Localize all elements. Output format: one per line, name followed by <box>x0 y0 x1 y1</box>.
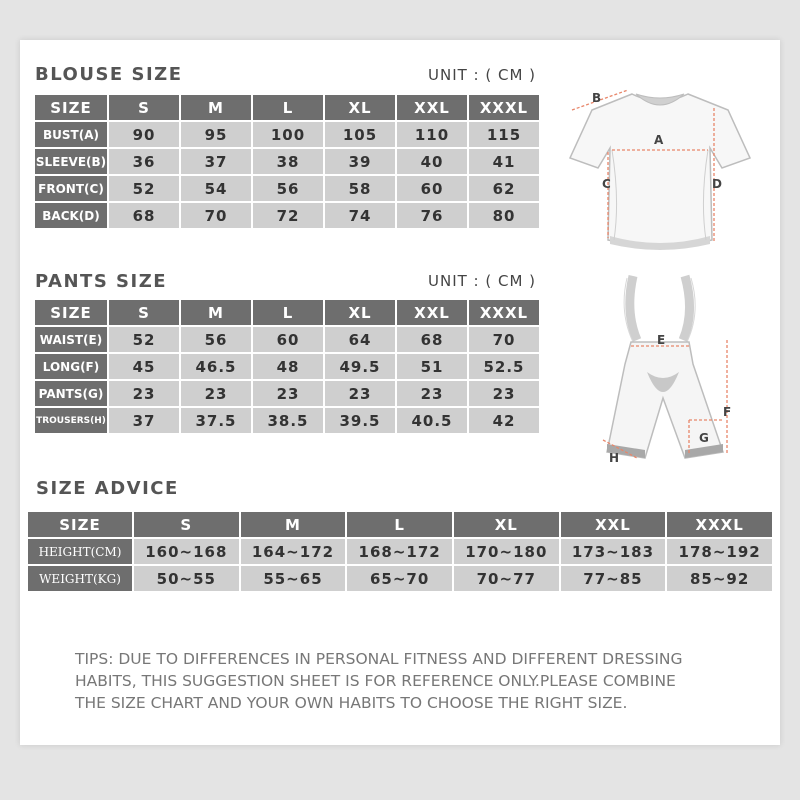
header-cell: L <box>253 95 323 120</box>
table-cell: 49.5 <box>325 354 395 379</box>
table-cell: 85~92 <box>667 566 772 591</box>
table-row <box>28 539 772 564</box>
table-cell: 23 <box>181 381 251 406</box>
tips-line: THE SIZE CHART AND YOUR OWN HABITS TO CHOOSE THE RIGHT SIZE. <box>75 694 628 712</box>
table-header-row <box>35 95 539 120</box>
jersey-outline <box>570 94 750 246</box>
row-label: HEIGHT(CM) <box>28 539 132 564</box>
table-cell: 68 <box>109 203 179 228</box>
label-f: F <box>723 405 732 419</box>
table-row <box>28 566 772 591</box>
table-row <box>35 354 539 379</box>
header-cell: L <box>253 300 323 325</box>
header-cell: XL <box>454 512 559 537</box>
header-cell: S <box>109 300 179 325</box>
table-cell: 164~172 <box>241 539 346 564</box>
table-cell: 23 <box>253 381 323 406</box>
header-cell: M <box>181 300 251 325</box>
row-label: PANTS(G) <box>35 381 107 406</box>
header-cell: M <box>181 95 251 120</box>
table-row <box>35 327 539 352</box>
table-cell: 70~77 <box>454 566 559 591</box>
pants-size-table <box>33 298 541 435</box>
header-cell: SIZE <box>35 300 107 325</box>
header-cell: SIZE <box>35 95 107 120</box>
bib-straps <box>630 276 690 340</box>
table-cell: 50~55 <box>134 566 239 591</box>
table-row <box>35 408 539 433</box>
row-label: BACK(D) <box>35 203 107 228</box>
tips-line: TIPS: DUE TO DIFFERENCES IN PERSONAL FITNESS AND DIFFERENT DRESSING <box>75 650 683 668</box>
table-cell: 95 <box>181 122 251 147</box>
table-cell: 80 <box>469 203 539 228</box>
table-cell: 58 <box>325 176 395 201</box>
pants-size-title: PANTS SIZE <box>35 271 168 292</box>
table-cell: 46.5 <box>181 354 251 379</box>
table-cell: 105 <box>325 122 395 147</box>
header-cell: XXL <box>561 512 666 537</box>
blouse-unit-label: UNIT : ( CM ) <box>428 66 537 84</box>
label-e: E <box>657 333 666 347</box>
table-cell: 56 <box>181 327 251 352</box>
table-cell: 70 <box>181 203 251 228</box>
label-b: B <box>592 91 602 105</box>
table-cell: 178~192 <box>667 539 772 564</box>
table-cell: 76 <box>397 203 467 228</box>
row-label: TROUSERS(H) <box>35 408 107 433</box>
table-cell: 100 <box>253 122 323 147</box>
table-row <box>35 149 539 174</box>
row-label: WEIGHT(KG) <box>28 566 132 591</box>
table-cell: 51 <box>397 354 467 379</box>
header-cell: XXXL <box>469 95 539 120</box>
header-cell: S <box>109 95 179 120</box>
table-cell: 40.5 <box>397 408 467 433</box>
table-cell: 168~172 <box>347 539 452 564</box>
table-cell: 23 <box>397 381 467 406</box>
table-cell: 68 <box>397 327 467 352</box>
label-c: C <box>602 177 611 191</box>
label-a: A <box>654 133 664 147</box>
table-cell: 52 <box>109 176 179 201</box>
table-cell: 110 <box>397 122 467 147</box>
table-cell: 48 <box>253 354 323 379</box>
table-cell: 39 <box>325 149 395 174</box>
size-advice-title: SIZE ADVICE <box>36 478 179 499</box>
table-cell: 74 <box>325 203 395 228</box>
size-advice-table <box>26 510 774 593</box>
table-cell: 72 <box>253 203 323 228</box>
table-cell: 41 <box>469 149 539 174</box>
table-row <box>35 203 539 228</box>
table-cell: 115 <box>469 122 539 147</box>
table-cell: 77~85 <box>561 566 666 591</box>
row-label: LONG(F) <box>35 354 107 379</box>
jersey-diagram <box>560 80 760 260</box>
table-cell: 54 <box>181 176 251 201</box>
label-d: D <box>712 177 722 191</box>
table-cell: 160~168 <box>134 539 239 564</box>
row-label: FRONT(C) <box>35 176 107 201</box>
table-cell: 56 <box>253 176 323 201</box>
table-cell: 40 <box>397 149 467 174</box>
table-cell: 62 <box>469 176 539 201</box>
header-cell: XL <box>325 95 395 120</box>
table-row <box>35 381 539 406</box>
header-cell: XXXL <box>469 300 539 325</box>
table-cell: 23 <box>109 381 179 406</box>
table-cell: 23 <box>469 381 539 406</box>
table-header-row <box>28 512 772 537</box>
pants-unit-label: UNIT : ( CM ) <box>428 272 537 290</box>
table-cell: 38 <box>253 149 323 174</box>
label-g: G <box>699 431 709 445</box>
table-cell: 90 <box>109 122 179 147</box>
blouse-size-table <box>33 93 541 230</box>
table-cell: 37 <box>181 149 251 174</box>
label-h: H <box>609 451 620 465</box>
table-cell: 42 <box>469 408 539 433</box>
tips-line: HABITS, THIS SUGGESTION SHEET IS FOR REFERENCE ONLY.PLEASE COMBINE <box>75 672 676 690</box>
table-cell: 65~70 <box>347 566 452 591</box>
table-row <box>35 176 539 201</box>
header-cell: XXL <box>397 95 467 120</box>
table-cell: 37 <box>109 408 179 433</box>
header-cell: XXL <box>397 300 467 325</box>
table-row <box>35 122 539 147</box>
table-cell: 70 <box>469 327 539 352</box>
table-cell: 39.5 <box>325 408 395 433</box>
header-cell: XL <box>325 300 395 325</box>
header-cell: L <box>347 512 452 537</box>
row-label: BUST(A) <box>35 122 107 147</box>
table-cell: 23 <box>325 381 395 406</box>
blouse-size-title: BLOUSE SIZE <box>35 64 183 85</box>
tips-text <box>75 648 775 714</box>
row-label: SLEEVE(B) <box>35 149 107 174</box>
table-cell: 37.5 <box>181 408 251 433</box>
table-cell: 60 <box>253 327 323 352</box>
table-cell: 52.5 <box>469 354 539 379</box>
table-header-row <box>35 300 539 325</box>
bib-shorts-diagram <box>585 272 745 467</box>
table-cell: 60 <box>397 176 467 201</box>
header-cell: S <box>134 512 239 537</box>
table-cell: 45 <box>109 354 179 379</box>
table-cell: 36 <box>109 149 179 174</box>
table-cell: 55~65 <box>241 566 346 591</box>
table-cell: 64 <box>325 327 395 352</box>
table-cell: 52 <box>109 327 179 352</box>
header-cell: XXXL <box>667 512 772 537</box>
table-cell: 173~183 <box>561 539 666 564</box>
row-label: WAIST(E) <box>35 327 107 352</box>
table-cell: 170~180 <box>454 539 559 564</box>
header-cell: M <box>241 512 346 537</box>
header-cell: SIZE <box>28 512 132 537</box>
table-cell: 38.5 <box>253 408 323 433</box>
